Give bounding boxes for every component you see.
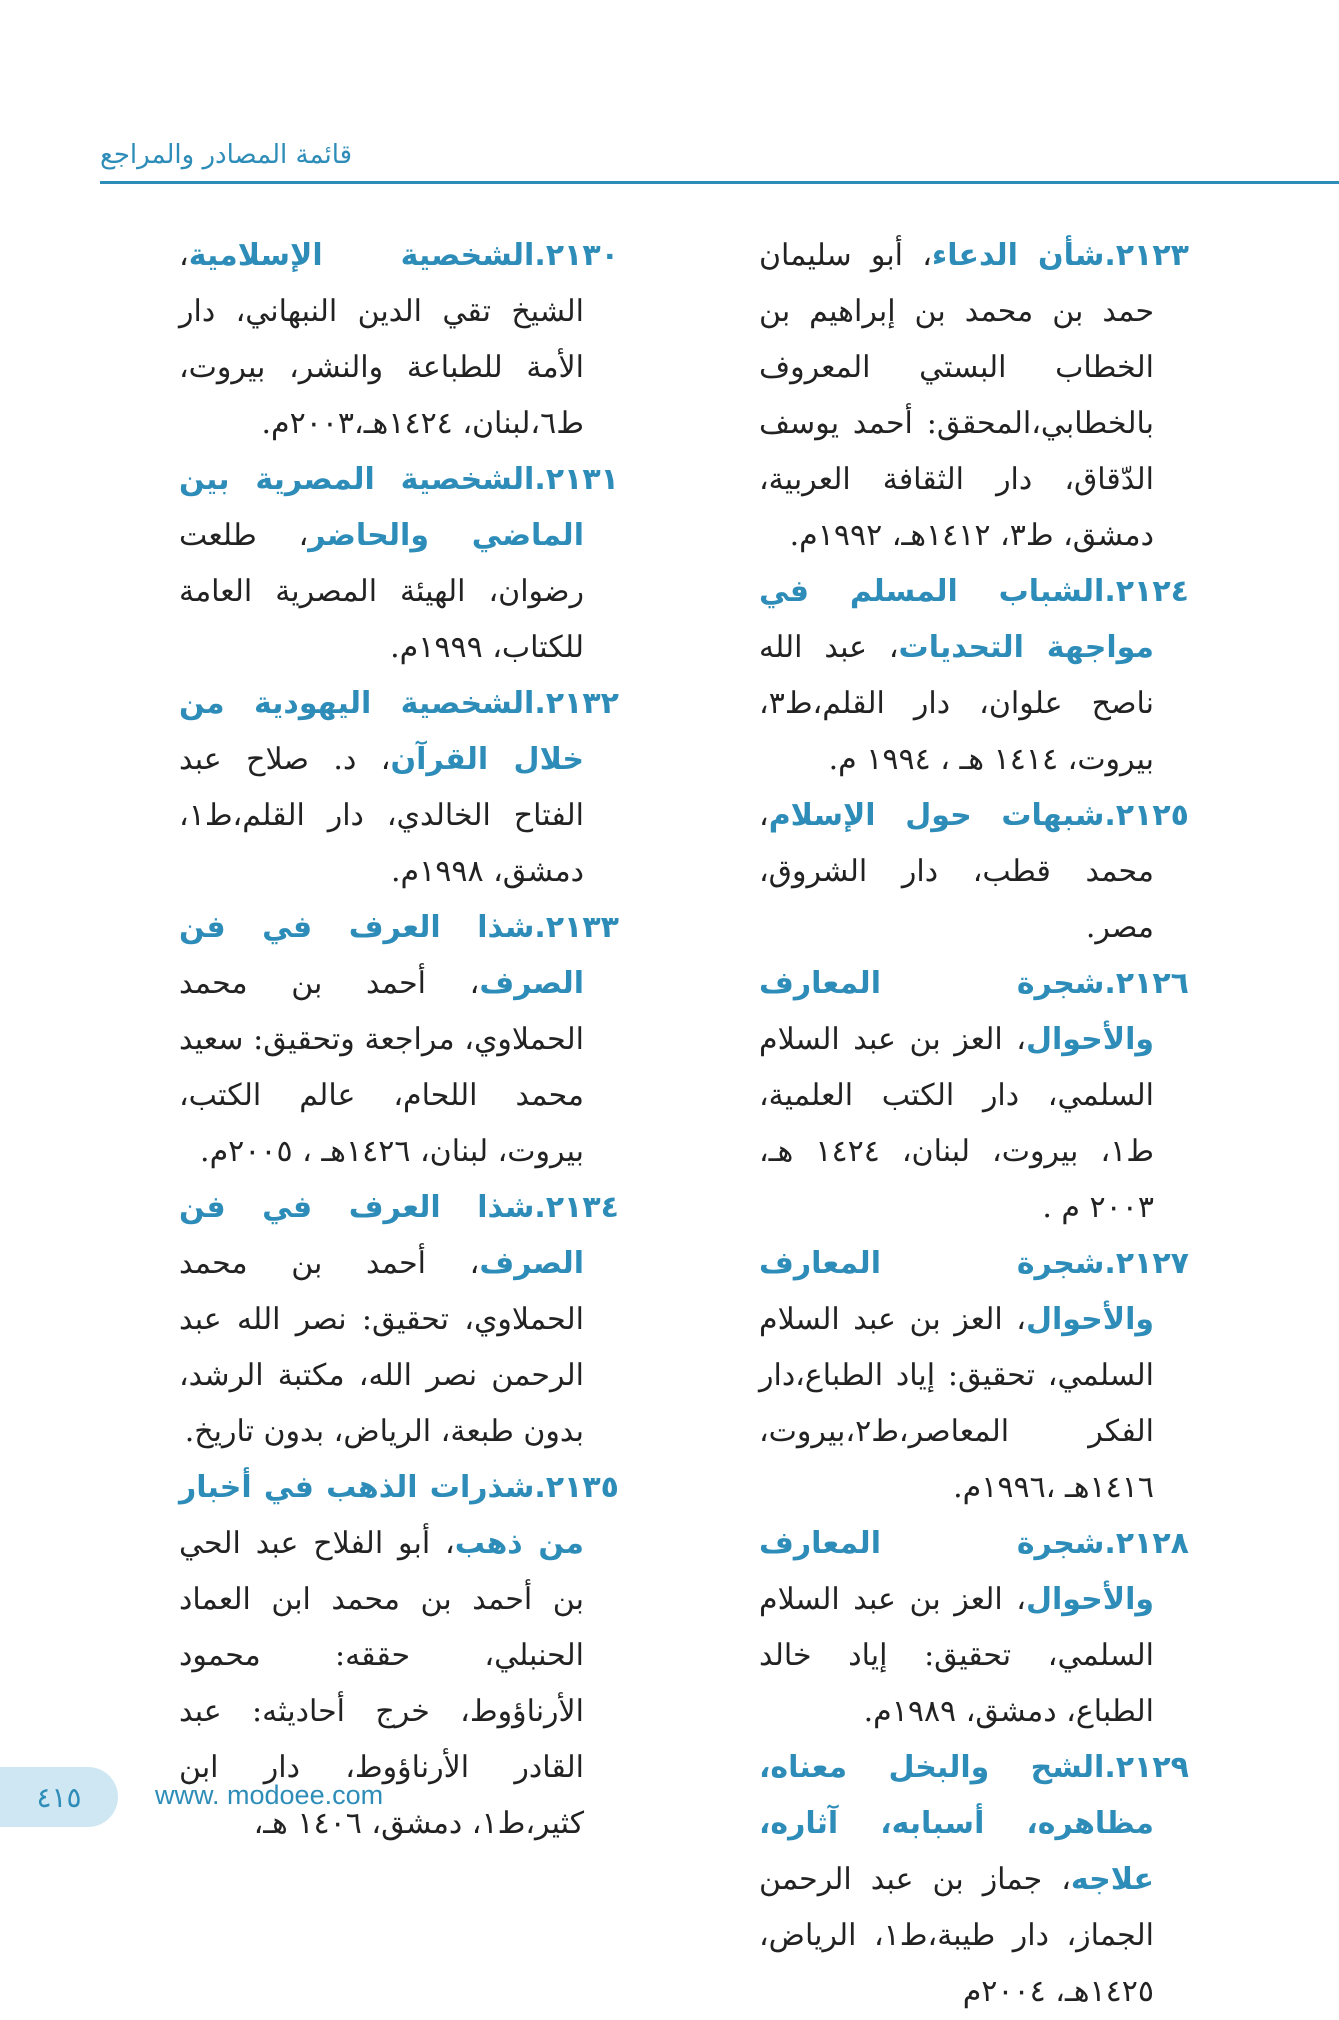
reference-entry bbox=[759, 956, 1189, 1236]
left-column bbox=[179, 228, 619, 1852]
entry-number: ٢١٣١. bbox=[534, 462, 619, 497]
entry-details: ، أبو الفلاح عبد الحي بن أحمد بن محمد ابن العماد الحنبلي، حققه: محمود الأرناؤوط، خرج أحاديثه: عبد القادر الأرناؤوط، دار ابن كثير،ط١، دمشق، ١٤٠٦ هـ، bbox=[179, 1526, 584, 1841]
entry-details: ، جماز بن عبد الرحمن الجماز، دار طيبة،ط١، الرياض، ١٤٢٥هـ، ٢٠٠٤م bbox=[759, 1862, 1154, 2009]
running-header-title: قائمة المصادر والمراجع bbox=[100, 140, 353, 170]
right-column bbox=[759, 228, 1189, 2020]
entry-number: ٢١٣٣. bbox=[534, 910, 619, 945]
entry-title: الشخصية الإسلامية bbox=[188, 238, 535, 273]
entry-details: ، العز بن عبد السلام السلمي، تحقيق: إياد الطباع،دار الفكر المعاصر،ط٢،بيروت، ١٤١٦هـ ،١٩٩٦م. bbox=[759, 1302, 1154, 1505]
entry-title: شأن الدعاء bbox=[931, 238, 1105, 273]
reference-entry bbox=[759, 1740, 1189, 2020]
entry-details: ، أحمد بن محمد الحملاوي، مراجعة وتحقيق: سعيد محمد اللحام، عالم الكتب، بيروت، لبنان، ١٤٢٦هـ ، ٢٠٠٥م. bbox=[179, 966, 584, 1169]
entry-details: ، العز بن عبد السلام السلمي، دار الكتب العلمية، ط١، بيروت، لبنان، ١٤٢٤ هـ، ٢٠٠٣ م . bbox=[759, 1022, 1155, 1225]
reference-entry bbox=[179, 452, 619, 676]
reference-entry bbox=[759, 1236, 1189, 1516]
website-url[interactable]: www. modoee.com bbox=[155, 1780, 384, 1810]
entry-details: ، د. صلاح عبد الفتاح الخالدي، دار القلم،ط١، دمشق، ١٩٩٨م. bbox=[179, 742, 584, 889]
entry-details: ، محمد قطب، دار الشروق، مصر. bbox=[759, 798, 1154, 945]
entry-number: ٢١٢٧. bbox=[1104, 1246, 1189, 1281]
reference-entry bbox=[759, 228, 1189, 564]
entry-details: ، طلعت رضوان، الهيئة المصرية العامة للكتاب، ١٩٩٩م. bbox=[179, 518, 584, 665]
entry-number: ٢١٢٣. bbox=[1104, 238, 1189, 273]
entry-title: شجرة المعارف والأحوال bbox=[759, 966, 1154, 1057]
entry-details: ، أبو سليمان حمد بن محمد بن إبراهيم بن الخطاب البستي المعروف بالخطابي،المحقق: أحمد يوسف الدّقاق، دار الثقافة العربية، دمشق، ط٣، ١٤١٢هـ، ١٩٩٢م. bbox=[759, 238, 1154, 553]
entry-number: ٢١٣٤. bbox=[534, 1190, 619, 1225]
entry-details: ، عبد الله ناصح علوان، دار القلم،ط٣، بيروت، ١٤١٤ هـ ، ١٩٩٤ م. bbox=[759, 630, 1154, 777]
reference-entry bbox=[179, 900, 619, 1180]
entry-number: ٢١٣٠. bbox=[534, 238, 619, 273]
reference-entry bbox=[759, 564, 1189, 788]
reference-entry bbox=[179, 676, 619, 900]
header-rule bbox=[100, 181, 1339, 184]
entry-title: الشح والبخل معناه، مظاهره، أسبابه، آثاره، علاجه bbox=[759, 1750, 1154, 1897]
entry-details: ، العز بن عبد السلام السلمي، تحقيق: إياد خالد الطباع، دمشق، ١٩٨٩م. bbox=[759, 1582, 1154, 1729]
entry-number: ٢١٢٨. bbox=[1104, 1526, 1189, 1561]
entry-number: ٢١٢٩. bbox=[1104, 1750, 1189, 1785]
entry-title: شذا العرف في فن الصرف bbox=[179, 1190, 584, 1281]
entry-details: ، الشيخ تقي الدين النبهاني، دار الأمة للطباعة والنشر، بيروت، ط٦،لبنان، ١٤٢٤هـ،٢٠٠٣م. bbox=[179, 238, 584, 441]
entry-details: ، أحمد بن محمد الحملاوي، تحقيق: نصر الله عبد الرحمن نصر الله، مكتبة الرشد، بدون طبعة، الرياض، بدون تاريخ. bbox=[179, 1246, 584, 1449]
entry-title: الشباب المسلم في مواجهة التحديات bbox=[759, 574, 1154, 665]
entry-number: ٢١٢٦. bbox=[1104, 966, 1189, 1001]
reference-entry bbox=[179, 1180, 619, 1460]
entry-title: الشخصية المصرية بين الماضي والحاضر bbox=[179, 462, 584, 553]
entry-title: شجرة المعارف والأحوال bbox=[759, 1246, 1154, 1337]
entry-number: ٢١٣٥. bbox=[534, 1470, 619, 1505]
entry-number: ٢١٢٤. bbox=[1104, 574, 1189, 609]
entry-title: شجرة المعارف والأحوال bbox=[759, 1526, 1154, 1617]
entry-number: ٢١٣٢. bbox=[534, 686, 619, 721]
reference-entry bbox=[759, 1516, 1189, 1740]
entry-title: شبهات حول الإسلام bbox=[768, 798, 1105, 833]
page-number: ٤١٥ bbox=[36, 1780, 82, 1814]
page-number-badge bbox=[0, 1767, 118, 1827]
entry-title: شذرات الذهب في أخبار من ذهب bbox=[179, 1470, 584, 1561]
entry-title: الشخصية اليهودية من خلال القرآن bbox=[179, 686, 584, 777]
entry-number: ٢١٢٥. bbox=[1104, 798, 1189, 833]
entry-title: شذا العرف في فن الصرف bbox=[179, 910, 584, 1001]
reference-entry bbox=[179, 228, 619, 452]
reference-entry bbox=[759, 788, 1189, 956]
